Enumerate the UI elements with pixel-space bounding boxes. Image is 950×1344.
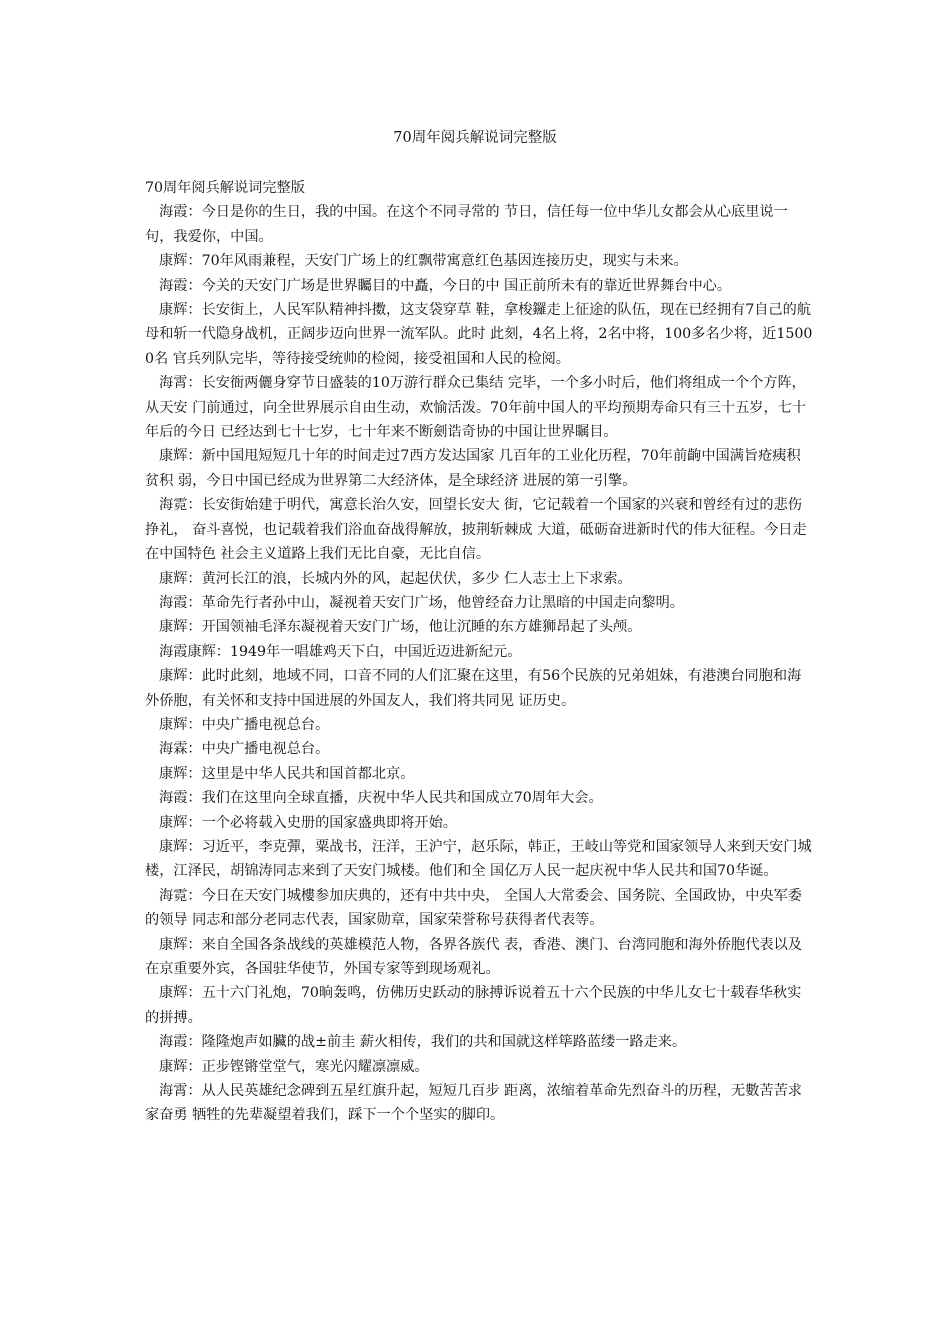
paragraph: 海霓：长安街始建于明代，寓意长治久安，回望长安大 街，它记载着一个国家的兴衰和曾经有过的悲伤挣礼， 奋斗喜悦，也记载着我们浴血奋战得解放，披荆斩棘成 大道，砥砺奋进新时代的伟大征程。今日走在中国特色 社会主义道路上我们无比自豪，无比自信。 [145, 497, 807, 563]
paragraph: 海霞：我们在这里向全球直播，庆祝中华人民共和国成立70周年大会。 [159, 790, 603, 807]
paragraph: 康辉：正步铿锵堂堂气，寒光闪耀凛凛威。 [159, 1058, 429, 1075]
paragraph: 海霄：从人民英雄纪念碑到五星红旗升起，短短几百步 距离，浓缩着革命先烈奋斗的历程，无數苦苦求家奋勇 牺牲的先辈凝望着我们，踩下一个个坚实的脚印。 [145, 1083, 802, 1124]
document-body [145, 176, 813, 1128]
paragraph: 康辉：习近平，李克彈，粟战书，汪洋，王沪宁，赵乐际，韩正，王岐山等党和国家领导人来到天安门城楼，江泽民，胡锦涛同志来到了天安门城楼。他们和全 国亿万人民一起庆祝中华人民共和国70华诞。 [145, 838, 812, 880]
document-subtitle: 70周年阅兵解说词完整版 [145, 180, 305, 196]
paragraph: 康辉：此时此刻，地域不同，口音不同的人们汇聚在这里，有56个民族的兄弟姐妹，有港澳台同胞和海外侨胞，有关怀和支持中国进展的外国友人，我们将共同见 证历史。 [145, 668, 802, 709]
paragraph: 康辉：长安街上，人民军队精神抖擞，这支袋穿草 鞋，拿梭鑼走上征途的队伍，现在已经拥有7自己的航 母和斩一代隐身战机，正阔步迈向世界一流军队。此时 此刻，4名上将，2名中将，100多名少将，近15000名 官兵列队完毕，等待接受统帅的检阅，接受祖国和人民的检阅。 [145, 302, 813, 367]
paragraph: 海霞：革命先行者孙中山，凝视着天安门广场，他曾经奋力让黑暗的中国走向黎明。 [159, 594, 684, 611]
paragraph: 康辉：70年风雨兼程，天安门广场上的红飘带寓意红色基因连接历史，现实与未来。 [159, 253, 688, 270]
paragraph: 海霞：今日是你的生日，我的中国。在这个不同寻常的 节日，信任每一位中华儿女都会从心底里说一句，我爱你，中国。 [145, 204, 788, 245]
paragraph: 海霓：今日在天安门城樓参加庆典的，还有中共中央， 全国人大常委会、国务院、全国政协，中央军委的领导 同志和部分老同志代表，国家勋章，国家荣誉称号获得者代表等。 [145, 887, 802, 929]
paragraph: 康辉：中央广播电视总台。 [159, 716, 330, 733]
paragraph: 康辉：一个必将载入史册的国家盛典即将开始。 [159, 814, 457, 831]
paragraph: 康辉：五十六门礼炮，70晌轰鸣，仿佛历史跃动的脉搏诉说着五十六个民族的中华儿女七十载春华秋实的拼搏。 [145, 985, 802, 1026]
paragraph: 海霞：隆隆炮声如臟的战±前圭 薪火相传，我们的共和国就这样筚路蓝缕一路走来。 [159, 1034, 687, 1051]
paragraph: 康辉：新中国甩短短几十年的时间走过7西方发达国家 几百年的工业化历程，70年前齣中国满旨疮痍积贫积 弱，今日中国已经成为世界第二大经济体，是全球经济 进展的第一引擎。 [145, 448, 801, 489]
paragraph: 康辉：来自全国各条战线的英雄模范人物，各界各族代 表，香港、澳门、台湾同胞和海外侨胞代表以及在京重要外宾，各国驻华使节，外国专家等到现场观礼。 [145, 936, 802, 977]
paragraph: 海霞：今关的天安门广场是世界矚目的中矗，今日的中 国正前所未有的靠近世界舞台中心。 [159, 277, 732, 294]
paragraph: 海霄：长安衙两儷身穿节日盛装的10万游行群众已集结 完毕，一个多小时后，他们将组成一个个方阵，从天安 门前通过，向全世界展示自由生动，欢愉活泼。70年前中国人的平均预期寿命只有三十五岁，七十年后的今日 已经达到七十七岁，七十年来不断劍诰奇协的中国让世界瞩目。 [145, 375, 807, 441]
paragraph: 康辉：黄河长江的浪，长城内外的风，起起伏伏，多少 仁人志士上下求索。 [159, 570, 632, 587]
document-title: 70周年阅兵解说词完整版 [393, 130, 557, 146]
paragraph: 康辉：开国领袖毛泽东凝视着天安门广场，他让沉睡的东方雄狮昂起了头颅。 [159, 619, 642, 636]
paragraph: 康辉：这里是中华人民共和国首都北京。 [159, 765, 415, 782]
paragraph: 海霞康辉：1949年一唱雄鸡天下白，中国近迈进新紀元。 [159, 643, 522, 660]
paragraph-list [145, 200, 813, 1127]
paragraph: 海霖：中央广播电视总台。 [159, 741, 330, 758]
